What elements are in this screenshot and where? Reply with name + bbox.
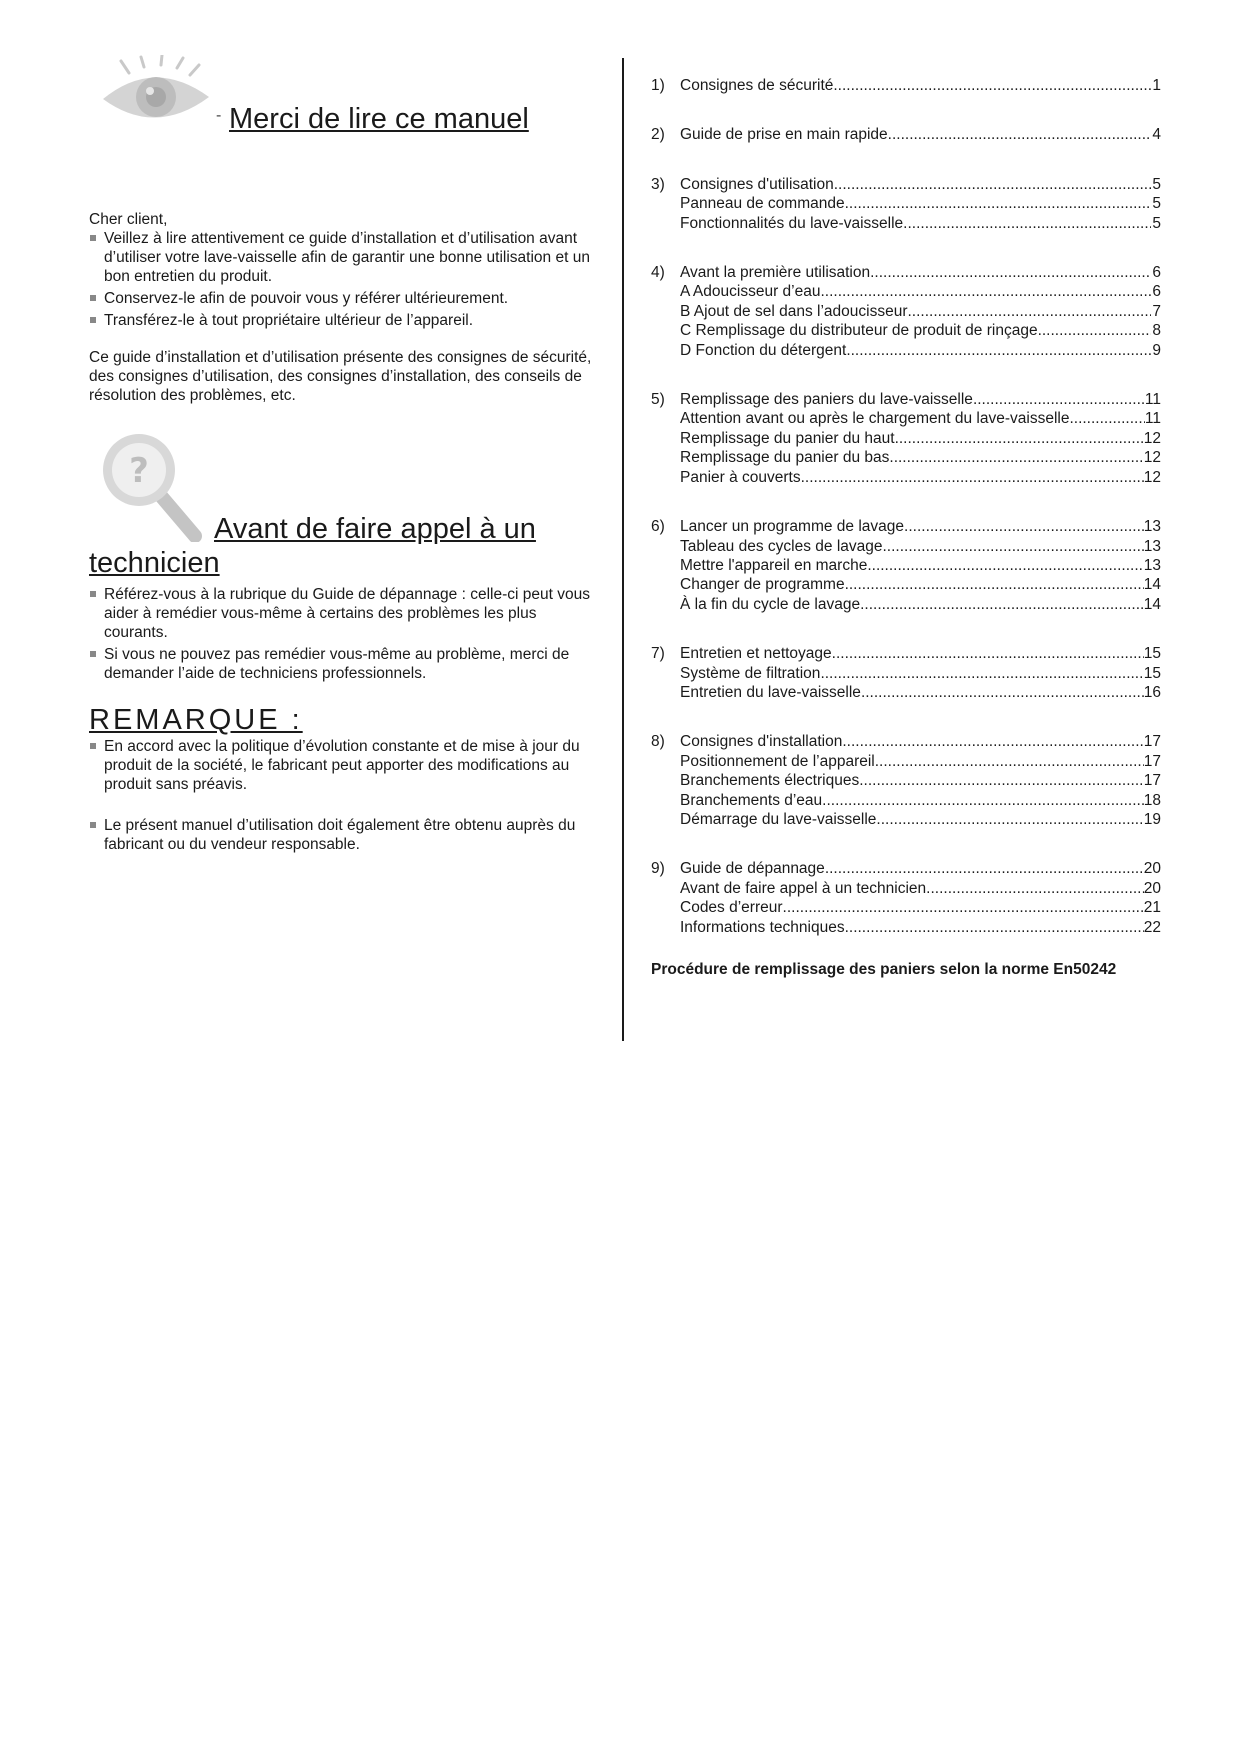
toc-page-number: 14 xyxy=(1143,576,1161,594)
toc-subentry xyxy=(651,595,1161,614)
toc-page-number: 9 xyxy=(1152,341,1161,359)
toc-page-number: 15 xyxy=(1143,664,1161,682)
toc-leader-dots xyxy=(825,859,1144,878)
toc-leader-dots xyxy=(861,683,1144,702)
toc-subentry xyxy=(651,771,1161,790)
toc-title-text: Panneau de commande xyxy=(680,195,845,213)
toc-leader-dots xyxy=(822,791,1144,810)
toc-title xyxy=(680,321,1151,340)
toc-title-text: Avant de faire appel à un technicien xyxy=(680,879,927,897)
read-bullets xyxy=(89,229,599,330)
toc-subentry xyxy=(651,321,1161,340)
toc-subentry xyxy=(651,683,1161,702)
left-column xyxy=(89,55,599,876)
toc-title-text: Codes d’erreur xyxy=(680,899,783,917)
toc-leader-dots xyxy=(888,125,1151,144)
list-item: En accord avec la politique d’évolution constante et de mise à jour du produit de la société, le fabricant peut apporter des modifications au produit sans préavis. xyxy=(89,737,599,794)
toc-title-text: Remplissage du panier du bas xyxy=(680,449,890,467)
toc-indent xyxy=(651,537,680,556)
toc-group xyxy=(651,390,1161,487)
toc-page-number: 13 xyxy=(1143,518,1161,536)
toc-indent xyxy=(651,810,680,829)
toc-leader-dots xyxy=(820,664,1143,683)
toc-title xyxy=(680,125,1151,144)
list-item: Le présent manuel d’utilisation doit également être obtenu auprès du fabricant ou du vendeur responsable. xyxy=(89,816,599,854)
toc-indent xyxy=(651,448,680,467)
toc-leader-dots xyxy=(860,595,1144,614)
technician-bullets xyxy=(89,585,599,683)
toc-subentry xyxy=(651,341,1161,360)
toc-title-text: Lancer un programme de lavage xyxy=(680,518,905,536)
toc-leader-dots xyxy=(1069,409,1144,428)
toc-subentry xyxy=(651,556,1161,575)
toc-title xyxy=(680,771,1144,790)
toc-title-text: Guide de prise en main rapide xyxy=(680,126,888,144)
toc-title-text: À la fin du cycle de lavage xyxy=(680,595,861,613)
toc-page-number: 17 xyxy=(1143,733,1161,751)
toc-group xyxy=(651,76,1161,95)
list-item: Conservez-le afin de pouvoir vous y référer ultérieurement. xyxy=(89,289,599,308)
toc-subentry xyxy=(651,752,1161,771)
toc-subentry xyxy=(651,879,1161,898)
toc-leader-dots xyxy=(845,194,1151,213)
toc-page-number: 18 xyxy=(1143,791,1161,809)
toc-page-number: 16 xyxy=(1143,683,1161,701)
toc-title xyxy=(680,409,1145,428)
toc-leader-dots xyxy=(842,732,1143,751)
toc-page-number: 5 xyxy=(1152,175,1161,193)
toc-title-text: Branchements électriques xyxy=(680,772,860,790)
remark-heading: REMARQUE : xyxy=(89,704,303,736)
toc-entry xyxy=(651,859,1161,878)
toc-title xyxy=(680,791,1144,810)
toc-page-number: 14 xyxy=(1143,595,1161,613)
toc-indent xyxy=(651,595,680,614)
toc-subentry xyxy=(651,468,1161,487)
toc-title xyxy=(680,302,1151,321)
toc-footer: Procédure de remplissage des paniers selon la norme En50242 xyxy=(651,961,1117,978)
toc-group xyxy=(651,644,1161,702)
toc-indent xyxy=(651,575,680,594)
toc-group xyxy=(651,175,1161,233)
toc-leader-dots xyxy=(783,898,1144,917)
toc-groups xyxy=(651,76,1161,937)
toc-entry xyxy=(651,76,1161,95)
toc-leader-dots xyxy=(973,390,1145,409)
toc-indent xyxy=(651,918,680,937)
intro-paragraph: Ce guide d’installation et d’utilisation présente des consignes de sécurité, des consignes d’utilisation, des consignes d’installation, des conseils de résolution des problèmes, etc. xyxy=(89,349,592,404)
toc-subentry xyxy=(651,448,1161,467)
toc-subentry xyxy=(651,664,1161,683)
toc-number: 4) xyxy=(651,264,665,282)
toc-page-number: 6 xyxy=(1152,283,1161,301)
toc-indent xyxy=(651,752,680,771)
toc-indent xyxy=(651,683,680,702)
toc-page-number: 12 xyxy=(1143,468,1161,486)
toc-title xyxy=(680,732,1144,751)
toc-leader-dots xyxy=(820,282,1151,301)
toc-leader-dots xyxy=(889,448,1143,467)
toc-title-text: Entretien et nettoyage xyxy=(680,645,832,663)
toc-page-number: 17 xyxy=(1143,752,1161,770)
toc-title-text: Consignes de sécurité xyxy=(680,77,834,94)
toc-title xyxy=(680,752,1144,771)
list-item: Si vous ne pouvez pas remédier vous-même au problème, merci de demander l’aide de techniciens professionnels. xyxy=(89,645,599,683)
toc-indent xyxy=(651,214,680,233)
toc-group xyxy=(651,732,1161,829)
toc-title xyxy=(680,468,1144,487)
toc-indent xyxy=(651,341,680,360)
toc-title xyxy=(680,214,1151,233)
toc-leader-dots xyxy=(845,918,1144,937)
toc-title-text: Consignes d'utilisation xyxy=(680,175,834,193)
toc-page-number: 13 xyxy=(1143,556,1161,574)
toc-title-text: Tableau des cycles de lavage xyxy=(680,537,883,555)
toc-title xyxy=(680,683,1144,702)
toc-number: 7) xyxy=(651,645,665,663)
eye-icon xyxy=(99,55,214,130)
toc-title xyxy=(680,341,1151,360)
toc-title-text: Informations techniques xyxy=(680,918,845,936)
toc-entry xyxy=(651,390,1161,409)
toc-title-text: Mettre l'appareil en marche xyxy=(680,556,868,574)
toc-group xyxy=(651,859,1161,937)
toc-indent xyxy=(651,468,680,487)
toc-group xyxy=(651,125,1161,144)
toc-title xyxy=(680,448,1144,467)
toc-leader-dots xyxy=(1038,321,1151,340)
toc-subentry xyxy=(651,214,1161,233)
toc-indent xyxy=(651,282,680,301)
toc-number: 6) xyxy=(651,518,665,536)
list-item: Transférez-le à tout propriétaire ultérieur de l’appareil. xyxy=(89,311,599,330)
toc-title-text: C Remplissage du distributeur de produit de rinçage xyxy=(680,322,1038,340)
toc-page-number: 17 xyxy=(1143,772,1161,790)
toc-title xyxy=(680,282,1151,301)
toc-page-number: 12 xyxy=(1143,449,1161,467)
toc-title xyxy=(680,194,1151,213)
toc-indent xyxy=(651,194,680,213)
toc-title-text: Attention avant ou après le chargement du lave-vaisselle xyxy=(680,410,1070,428)
toc-subentry xyxy=(651,429,1161,448)
toc-subentry xyxy=(651,575,1161,594)
toc-leader-dots xyxy=(875,752,1144,771)
toc-indent xyxy=(651,791,680,810)
toc-page-number: 11 xyxy=(1144,410,1161,428)
toc-leader-dots xyxy=(870,263,1151,282)
toc-page-number: 8 xyxy=(1152,322,1161,340)
toc-number: 8) xyxy=(651,733,665,751)
toc-indent xyxy=(651,898,680,917)
toc-title xyxy=(680,263,1151,282)
toc-page-number: 20 xyxy=(1143,879,1161,897)
toc-leader-dots xyxy=(859,771,1144,790)
toc-title xyxy=(680,859,1144,878)
toc-title xyxy=(680,175,1151,194)
toc-title xyxy=(680,517,1144,536)
toc-page-number: 22 xyxy=(1143,918,1161,936)
remark-bullets xyxy=(89,737,599,854)
table-of-contents xyxy=(651,76,1161,979)
toc-title-text: Entretien du lave-vaisselle xyxy=(680,683,861,701)
toc-leader-dots xyxy=(801,468,1144,487)
technician-heading: Avant de faire appel à un technicien xyxy=(89,513,536,579)
toc-title xyxy=(680,644,1144,663)
toc-page-number: 12 xyxy=(1143,429,1161,447)
toc-entry xyxy=(651,175,1161,194)
intro-heading-row xyxy=(89,55,599,137)
toc-page-number: 11 xyxy=(1144,391,1161,409)
toc-number: 1) xyxy=(651,77,665,94)
toc-leader-dots xyxy=(895,429,1144,448)
technician-heading-row xyxy=(89,430,599,585)
toc-entry xyxy=(651,644,1161,663)
toc-indent xyxy=(651,321,680,340)
toc-page-number: 4 xyxy=(1152,126,1161,144)
toc-subentry xyxy=(651,791,1161,810)
toc-group xyxy=(651,517,1161,614)
toc-leader-dots xyxy=(907,302,1151,321)
toc-title-text: Remplissage des paniers du lave-vaisselle xyxy=(680,391,973,409)
toc-leader-dots xyxy=(903,214,1151,233)
toc-leader-dots xyxy=(832,644,1144,663)
toc-subentry xyxy=(651,810,1161,829)
toc-title-text: Guide de dépannage xyxy=(680,860,825,878)
toc-title xyxy=(680,810,1144,829)
toc-title-text: Consignes d'installation xyxy=(680,733,843,751)
toc-number: 5) xyxy=(651,391,665,409)
toc-indent xyxy=(651,879,680,898)
toc-leader-dots xyxy=(833,76,1151,95)
toc-title xyxy=(680,537,1144,556)
list-item: Veillez à lire attentivement ce guide d’installation et d’utilisation avant d’utiliser votre lave-vaisselle afin de garantir une bonne utilisation et un bon entretien du produit. xyxy=(89,229,599,286)
toc-title-text: Changer de programme xyxy=(680,576,845,594)
toc-entry xyxy=(651,517,1161,536)
toc-title xyxy=(680,575,1144,594)
toc-subentry xyxy=(651,537,1161,556)
greeting: Cher client, xyxy=(89,211,168,228)
toc-subentry xyxy=(651,409,1161,428)
toc-subentry xyxy=(651,302,1161,321)
svg-text:?: ? xyxy=(129,451,149,491)
toc-title-text: D Fonction du détergent xyxy=(680,341,847,359)
toc-title xyxy=(680,918,1144,937)
read-manual-heading: Merci de lire ce manuel xyxy=(229,103,529,135)
toc-page-number: 20 xyxy=(1143,860,1161,878)
toc-leader-dots xyxy=(876,810,1143,829)
toc-title xyxy=(680,664,1144,683)
toc-group xyxy=(651,263,1161,360)
toc-page-number: 5 xyxy=(1152,214,1161,232)
toc-title xyxy=(680,595,1144,614)
column-divider xyxy=(622,58,624,1041)
toc-title xyxy=(680,76,1151,95)
toc-title-text: Système de filtration xyxy=(680,664,821,682)
toc-subentry xyxy=(651,194,1161,213)
toc-title-text: B Ajout de sel dans l’adoucisseur xyxy=(680,302,908,320)
heading-dash: - xyxy=(216,107,222,124)
toc-page-number: 7 xyxy=(1152,302,1161,320)
toc-title xyxy=(680,556,1144,575)
toc-leader-dots xyxy=(904,517,1144,536)
toc-number: 9) xyxy=(651,860,665,878)
toc-indent xyxy=(651,771,680,790)
toc-indent xyxy=(651,409,680,428)
toc-page-number: 1 xyxy=(1152,77,1161,94)
toc-indent xyxy=(651,664,680,683)
toc-leader-dots xyxy=(926,879,1144,898)
toc-title xyxy=(680,879,1144,898)
toc-title-text: Panier à couverts xyxy=(680,468,801,486)
toc-subentry xyxy=(651,918,1161,937)
toc-page-number: 6 xyxy=(1152,264,1161,282)
toc-page-number: 19 xyxy=(1143,810,1161,828)
toc-entry xyxy=(651,732,1161,751)
toc-title-text: Remplissage du panier du haut xyxy=(680,429,895,447)
list-item: Référez-vous à la rubrique du Guide de dépannage : celle-ci peut vous aider à remédier vous-même à certains des problèmes les plus courants. xyxy=(89,585,599,642)
toc-entry xyxy=(651,263,1161,282)
toc-title-text: Démarrage du lave-vaisselle xyxy=(680,810,877,828)
toc-page-number: 5 xyxy=(1152,195,1161,213)
toc-title-text: Avant la première utilisation xyxy=(680,264,871,282)
toc-page-number: 15 xyxy=(1143,645,1161,663)
toc-entry xyxy=(651,125,1161,144)
toc-leader-dots xyxy=(883,537,1144,556)
toc-number: 3) xyxy=(651,175,665,193)
toc-title xyxy=(680,390,1145,409)
toc-leader-dots xyxy=(846,341,1151,360)
toc-indent xyxy=(651,556,680,575)
toc-title-text: Positionnement de l’appareil xyxy=(680,752,875,770)
toc-title-text: Branchements d’eau xyxy=(680,791,823,809)
toc-number: 2) xyxy=(651,126,665,144)
toc-indent xyxy=(651,302,680,321)
toc-title xyxy=(680,898,1144,917)
toc-title-text: Fonctionnalités du lave-vaisselle xyxy=(680,214,904,232)
toc-leader-dots xyxy=(845,575,1144,594)
toc-page-number: 13 xyxy=(1143,537,1161,555)
toc-leader-dots xyxy=(867,556,1143,575)
toc-title xyxy=(680,429,1144,448)
toc-subentry xyxy=(651,898,1161,917)
toc-leader-dots xyxy=(834,175,1151,194)
toc-indent xyxy=(651,429,680,448)
toc-title-text: A Adoucisseur d’eau xyxy=(680,283,821,301)
toc-subentry xyxy=(651,282,1161,301)
toc-page-number: 21 xyxy=(1143,899,1161,917)
